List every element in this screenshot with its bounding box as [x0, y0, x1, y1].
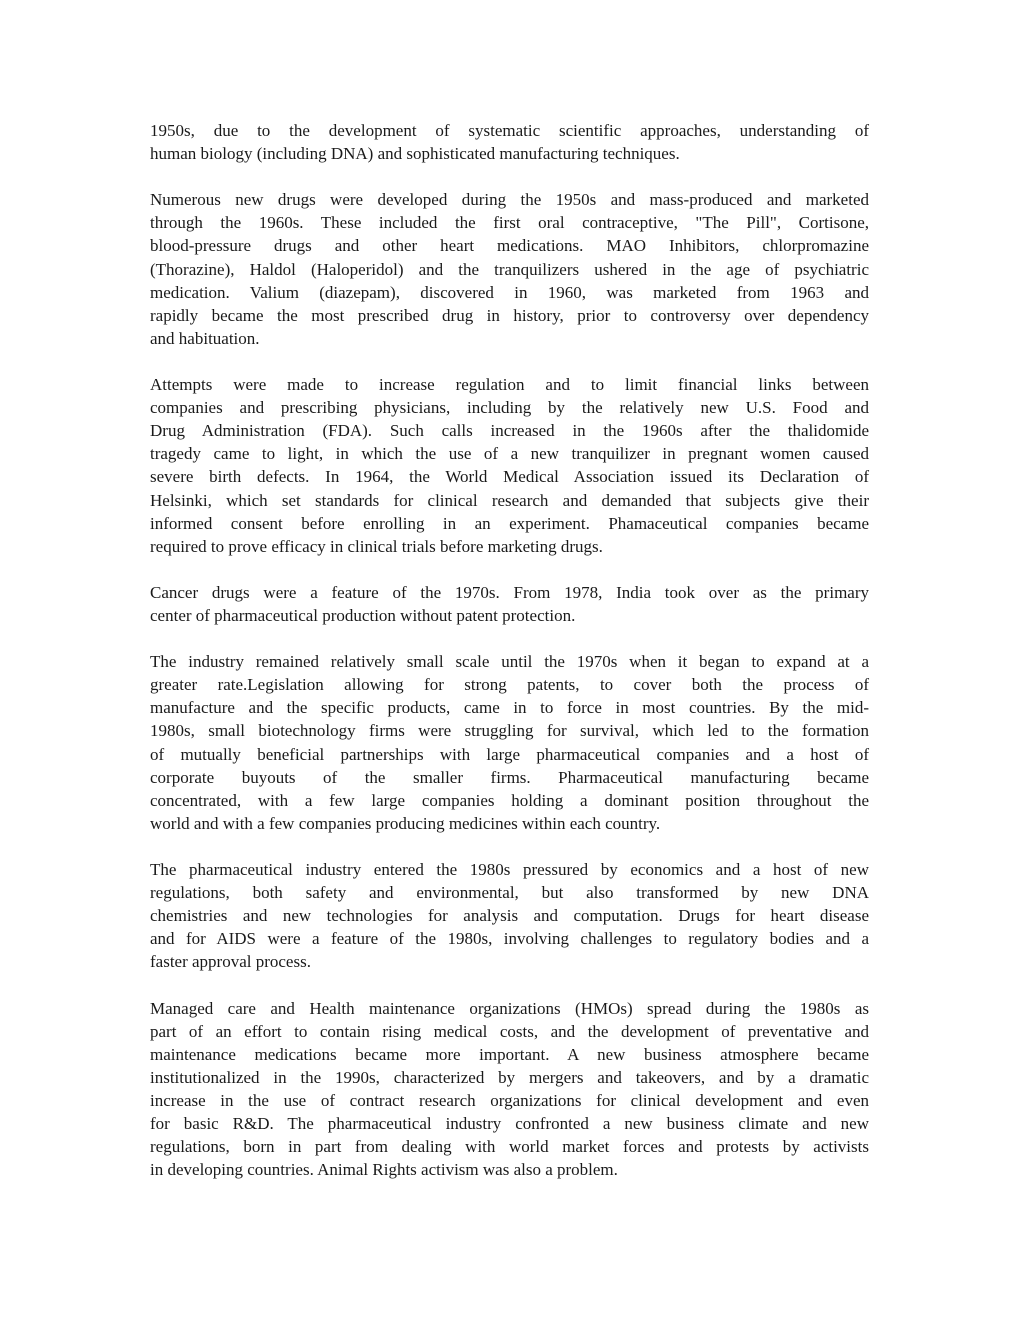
text-line: Numerous new drugs were developed during the 1950s and mass-produced and marketed: [150, 190, 869, 210]
paragraph: [150, 997, 869, 1182]
text-line: corporate buyouts of the smaller firms. Pharmaceutical manufacturing became: [150, 767, 869, 787]
text-line: through the 1960s. These included the first oral contraceptive, "The Pill", Cortisone,: [150, 213, 869, 233]
text-line: center of pharmaceutical production without patent protection.: [150, 605, 576, 625]
text-line: tragedy came to light, in which the use of a new tranquilizer in pregnant women caused: [150, 444, 869, 464]
text-line: rapidly became the most prescribed drug in history, prior to controversy over dependency: [150, 305, 869, 325]
text-line: The industry remained relatively small scale until the 1970s when it began to expand at a: [150, 652, 869, 672]
text-line: part of an effort to contain rising medical costs, and the development of preventative and: [150, 1021, 869, 1041]
paragraph: [150, 581, 869, 627]
text-line: faster approval process.: [150, 952, 311, 972]
paragraph: [150, 373, 869, 558]
text-line: manufacture and the specific products, came in to force in most countries. By the mid-: [150, 698, 869, 718]
text-line: greater rate.Legislation allowing for strong patents, to cover both the process of: [150, 675, 869, 695]
text-line: regulations, both safety and environmental, but also transformed by new DNA: [150, 883, 869, 903]
text-line: Helsinki, which set standards for clinical research and demanded that subjects give their: [150, 490, 869, 510]
text-line: 1950s, due to the development of systematic scientific approaches, understanding of: [150, 121, 869, 140]
text-line: human biology (including DNA) and sophisticated manufacturing techniques.: [150, 144, 680, 164]
text-line: institutionalized in the 1990s, characterized by mergers and takeovers, and by a dramatic: [150, 1067, 869, 1087]
text-line: companies and prescribing physicians, including by the relatively new U.S. Food and: [150, 398, 869, 418]
paragraph: [150, 858, 869, 973]
paragraph: [150, 188, 869, 350]
text-line: Attempts were made to increase regulation and to limit financial links between: [150, 375, 869, 395]
text-line: The pharmaceutical industry entered the 1980s pressured by economics and a host of new: [150, 860, 869, 879]
text-line: (Thorazine), Haldol (Haloperidol) and the tranquilizers ushered in the age of psychiatric: [150, 259, 869, 279]
text-line: concentrated, with a few large companies holding a dominant position throughout the: [150, 790, 869, 810]
text-line: blood-pressure drugs and other heart medications. MAO Inhibitors, chlorpromazine: [150, 236, 869, 256]
text-line: increase in the use of contract research organizations for clinical development and even: [150, 1090, 869, 1110]
text-line: medication. Valium (diazepam), discovered in 1960, was marketed from 1963 and: [150, 282, 869, 302]
text-line: world and with a few companies producing medicines within each country.: [150, 813, 661, 833]
text-line: maintenance medications became more important. A new business atmosphere became: [150, 1044, 869, 1064]
text-line: required to prove efficacy in clinical trials before marketing drugs.: [150, 536, 603, 556]
text-line: severe birth defects. In 1964, the World Medical Association issued its Declaration of: [150, 467, 869, 487]
paragraph: [150, 119, 869, 165]
text-line: for basic R&D. The pharmaceutical industry confronted a new business climate and new: [150, 1114, 869, 1134]
document-page: [150, 119, 869, 1204]
text-line: Drug Administration (FDA). Such calls increased in the 1960s after the thalidomide: [150, 421, 869, 441]
text-line: of mutually beneficial partnerships with large pharmaceutical companies and a host of: [150, 744, 869, 764]
text-line: Cancer drugs were a feature of the 1970s. From 1978, India took over as the primary: [150, 582, 869, 602]
paragraph: [150, 650, 869, 835]
text-line: regulations, born in part from dealing with world market forces and protests by activists: [150, 1137, 869, 1157]
text-line: and for AIDS were a feature of the 1980s, involving challenges to regulatory bodies and a: [150, 929, 869, 949]
text-line: informed consent before enrolling in an experiment. Phamaceutical companies became: [150, 513, 869, 533]
text-line: Managed care and Health maintenance organizations (HMOs) spread during the 1980s as: [150, 998, 869, 1018]
text-line: 1980s, small biotechnology firms were struggling for survival, which led to the formation: [150, 721, 869, 741]
text-line: in developing countries. Animal Rights activism was also a problem.: [150, 1160, 618, 1180]
text-line: and habituation.: [150, 328, 260, 348]
text-line: chemistries and new technologies for analysis and computation. Drugs for heart disease: [150, 906, 869, 926]
